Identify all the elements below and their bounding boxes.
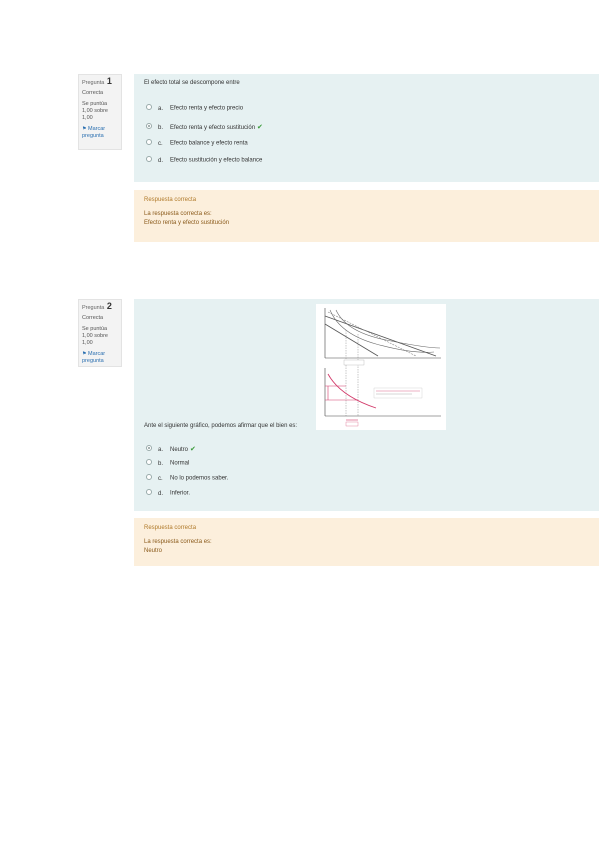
label-box — [344, 360, 364, 365]
check-icon: ✔ — [257, 124, 263, 131]
flag-icon: ⚑ — [82, 126, 87, 132]
question-status: Correcta — [82, 315, 104, 321]
question-info — [78, 299, 122, 367]
answer-option[interactable]: d. Inferior. — [146, 490, 190, 497]
question-text: Ante el siguiente gráfico, podemos afirmar que el bien es: — [144, 423, 298, 429]
answer-radio[interactable] — [146, 459, 152, 465]
answer-radio[interactable] — [146, 139, 152, 145]
question-grade: Se puntúa 1,00 sobre 1,00 — [82, 101, 108, 121]
question-number: Pregunta 2 — [82, 301, 112, 311]
budget-line — [325, 324, 378, 356]
answer-option[interactable]: a. Neutro ✔ — [146, 445, 196, 453]
flag-question-link[interactable]: ⚑ Marcar pregunta — [82, 351, 106, 364]
answer-radio-selected[interactable] — [146, 445, 152, 451]
feedback-answer: Neutro — [144, 548, 163, 554]
legend-box — [374, 388, 422, 398]
answer-option[interactable]: d. Efecto sustitución y efecto balance — [146, 157, 262, 164]
quantity-label-box — [346, 422, 358, 426]
answer-radio[interactable] — [146, 104, 152, 110]
demand-curve — [328, 374, 376, 408]
feedback-box — [134, 190, 599, 242]
answer-radio[interactable] — [146, 474, 152, 480]
indifference-graph-svg — [316, 304, 446, 430]
question-grade: Se puntúa 1,00 sobre 1,00 — [82, 326, 108, 346]
answer-radio[interactable] — [146, 489, 152, 495]
flag-question-link[interactable]: ⚑ Marcar pregunta — [82, 126, 106, 139]
feedback-title: Respuesta correcta — [144, 525, 197, 531]
answer-option[interactable]: b. Normal — [146, 460, 189, 467]
question-status: Correcta — [82, 90, 104, 96]
answer-option[interactable]: c. No lo podemos saber. — [146, 475, 228, 482]
answer-option[interactable]: b. Efecto renta y efecto sustitución ✔ — [146, 123, 263, 131]
answer-radio-selected[interactable] — [146, 123, 152, 129]
check-icon: ✔ — [190, 446, 196, 453]
feedback-title: Respuesta correcta — [144, 197, 197, 203]
feedback-line: La respuesta correcta es: — [144, 211, 212, 217]
question-info — [78, 74, 122, 150]
question-text: El efecto total se descompone entre — [144, 80, 240, 86]
question-graph-image — [316, 304, 446, 430]
answer-option[interactable]: c. Efecto balance y efecto renta — [146, 140, 248, 147]
feedback-line: La respuesta correcta es: — [144, 539, 212, 545]
feedback-answer: Efecto renta y efecto sustitución — [144, 220, 230, 226]
question-number: Pregunta 1 — [82, 76, 112, 86]
flag-icon: ⚑ — [82, 351, 87, 357]
answer-radio[interactable] — [146, 156, 152, 162]
answer-option[interactable]: a. Efecto renta y efecto precio — [146, 105, 243, 112]
budget-line — [325, 316, 436, 356]
feedback-box — [134, 518, 599, 566]
